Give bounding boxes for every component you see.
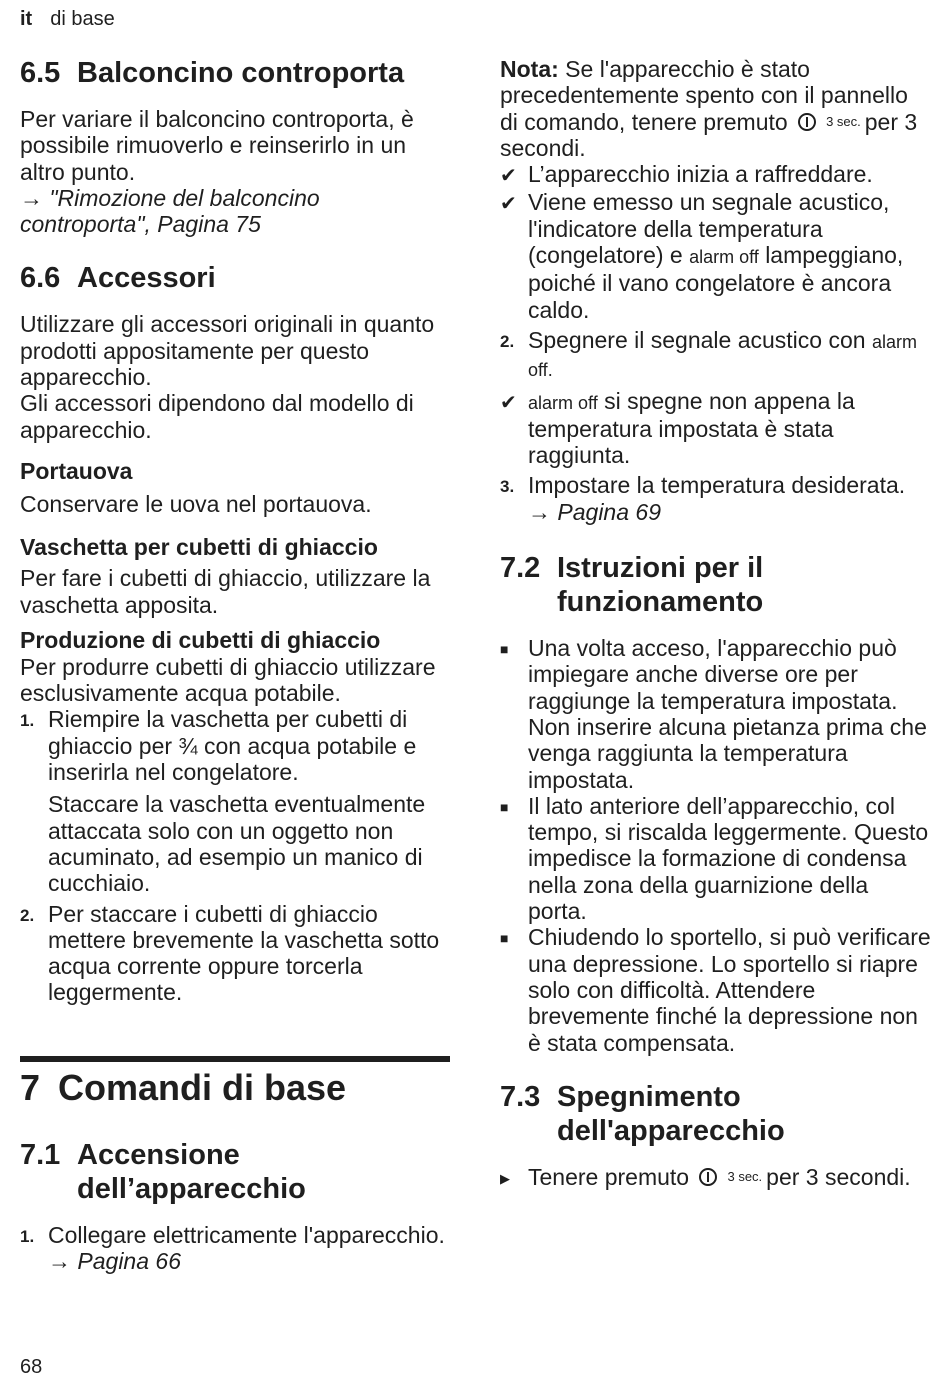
step-note: Staccare la vaschetta eventualmente attaccata solo con un oggetto non acuminato, ad esempio un manico di cucchiaio. (48, 791, 426, 897)
check-icon: ✔ (500, 391, 517, 414)
step-number: 2. (500, 331, 515, 351)
step-ref-link[interactable]: → Pagina 69 (528, 498, 661, 525)
left-column (20, 56, 450, 1274)
step-text: Per staccare i cubetti di ghiaccio mettere brevemente la vaschetta sotto acqua corrente oppure torcerla leggermente. (48, 900, 440, 1006)
section-6-6-text-2: Gli accessori dipendono dal modello di apparecchio. (20, 390, 414, 443)
section-6-5-text: Per variare il balconcino controporta, è possibile rimuoverlo e reinserirlo in un altro punto. (20, 106, 414, 185)
step-ref-link[interactable]: → Pagina 66 (48, 1248, 181, 1275)
result-2: ✔ Viene emesso un segnale acustico, l'indicatore della temperatura (congelatore) e alarm off lampeggiano, poiché il vano congelatore è ancora caldo. (500, 189, 904, 323)
section-7-1-title: 7.1 Accensione dell’apparecchio (20, 1138, 306, 1205)
step-number: 1. (20, 1226, 35, 1246)
page-number: 68 (20, 1356, 43, 1378)
result-1: ✔ L’apparecchio inizia a raffreddare. (500, 161, 932, 189)
vaschetta-title: Vaschetta per cubetti di ghiaccio (20, 534, 378, 561)
power-button-icon (798, 113, 816, 131)
produzione-step-2 (20, 901, 450, 1006)
produzione-step-1 (20, 706, 450, 896)
alarm-off-label: alarm off (689, 247, 759, 268)
portauova-title: Portauova (20, 457, 133, 484)
sec-label: 3 sec. (826, 113, 861, 129)
bullet-2: ■ Il lato anteriore dell’apparecchio, col tempo, si riscalda leggermente. Questo impedisce la formazione di condensa nella zona della guarnizione della porta. (500, 792, 929, 925)
header-section: di base (50, 8, 115, 30)
step-text: Riempire la vaschetta per cubetti di ghiaccio per ¾ con acqua potabile e inserirla nel congelatore. (48, 706, 417, 786)
step-number: 3. (500, 477, 515, 497)
right-column (500, 56, 932, 1192)
chapter-7-title: 7 Comandi di base (20, 1066, 347, 1108)
alarm-off-label: alarm off (528, 331, 917, 381)
step-number: 2. (20, 905, 35, 925)
bullet-3: ■ Chiudendo lo sportello, si può verificare una depressione. Lo sportello si riapre solo con difficoltà. Attendere brevemente finché la depressione non è stata compensata. (500, 924, 931, 1056)
section-7-2-title: 7.2 Istruzioni per il funzionamento (500, 552, 764, 619)
step-3: 3. Impostare la temperatura desiderata. → Pagina 69 (500, 472, 906, 525)
section-7-1-step-1 (20, 1222, 450, 1275)
section-6-6-title: 6.6 Accessori (20, 262, 216, 295)
bullet-1: ■ Una volta acceso, l'apparecchio può impiegare anche diverse ore per raggiunge la temperatura impostata. Non inserire alcuna pietanza prima che venga raggiunta la temperatura impostata. (500, 635, 927, 793)
triangle-bullet-icon: ▶ (500, 1170, 510, 1186)
section-6-5-title: 6.5 Balconcino controporta (20, 57, 405, 89)
step-2: 2. Spegnere il segnale acustico con alarm off. (500, 327, 932, 384)
check-icon: ✔ (500, 193, 517, 216)
check-icon: ✔ (500, 165, 517, 188)
portauova-text: Conservare le uova nel portauova. (20, 490, 372, 517)
vaschetta-text: Per fare i cubetti di ghiaccio, utilizzare la vaschetta apposita. (20, 565, 431, 618)
sec-label: 3 sec. (727, 1168, 763, 1184)
result-3: ✔ alarm off si spegne non appena la temperatura impostata è stata raggiunta. (500, 387, 855, 469)
section-7-3-title: 7.3 Spegnimento dell'apparecchio (500, 1080, 785, 1147)
step-text: Collegare elettricamente l'apparecchio. (48, 1221, 445, 1248)
alarm-off-label: alarm off (528, 392, 598, 413)
produzione-text: Per produrre cubetti di ghiaccio utilizzare esclusivamente acqua potabile. (20, 653, 436, 707)
nota-label: Nota: (500, 56, 559, 82)
power-button-icon (699, 1168, 717, 1186)
page-header (20, 8, 115, 31)
section-6-6-text: Utilizzare gli accessori originali in quanto prodotti appositamente per questo apparecchio. (20, 311, 435, 391)
square-bullet-icon: ■ (500, 798, 509, 815)
step-number: 1. (20, 711, 35, 731)
language-code: it (20, 8, 33, 30)
chapter-rule (20, 1056, 450, 1062)
action-item: ▶ Tenere premuto 3 sec. per 3 secondi. (500, 1164, 932, 1192)
nota-block: Nota: Se l'apparecchio è stato precedentemente spento con il pannello di comando, tenere premuto 3 sec. per 3 secondi. (500, 56, 918, 161)
section-6-5-ref-link[interactable]: → "Rimozione del balconcino controporta", Pagina 75 (20, 184, 320, 238)
produzione-title: Produzione di cubetti di ghiaccio (20, 626, 381, 653)
square-bullet-icon: ■ (500, 641, 509, 658)
square-bullet-icon: ■ (500, 930, 509, 947)
